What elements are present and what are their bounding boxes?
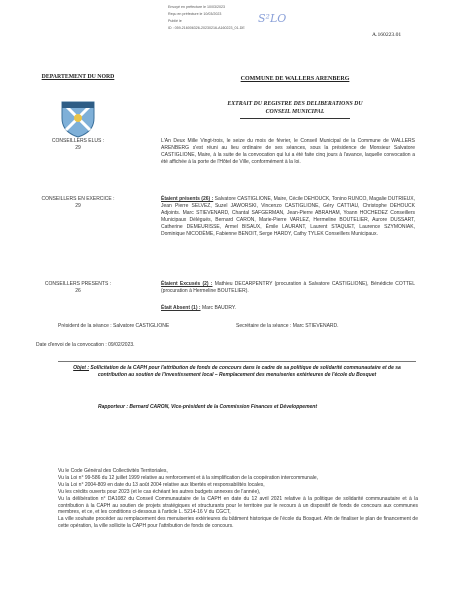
presents-list: Salvatore CASTIGLIONE, Maire, Cécile DEHOUCK, Tonino RUNCO, Magalie DUTRIEUX, Jean Pierre SELVEZ, Suzel JAWORSKI, Vincenzo CASTIGLIONE, Géry CATTIAU, Christophe DEHOUCK Adjoints. Marc STIEVENARD, Chantal SAFGERMAN, Jean-Pierre ABRAHAM, Yoann HOCHEDEZ Conseillers Municipaux Délégués, Bernard CARON, Marie-Pierre VARLEZ, Hermeline BOUTELIER, Aurore DUSSART, Catherine DEMEURISSE, Armel BISAUX, Émile LAURANT, Laurent STAQUET, Laurence SZYMONIAK, Dominique NICODÈME, Fabienne BENOIT, Serge HARDY, Cathy TYLEK Conseillers Municipaux. [161, 196, 415, 237]
vu-item: Vu les crédits ouverts pour 2023 (et le cas échéant les autres budgets annexes de l'année), [58, 488, 261, 495]
presents-paragraph [161, 196, 415, 238]
conseillers-elus-label [18, 138, 138, 152]
extrait-heading [185, 101, 405, 119]
stamp-line: Reçu en préfecture le 10/03/2023 [168, 12, 222, 16]
convocation-date-line: Date d'envoi de la convocation : 09/02/2023. [36, 342, 135, 348]
conseillers-exercice-label [18, 196, 138, 210]
vu-section [58, 468, 418, 530]
extrait-line: EXTRAIT DU REGISTRE DES DELIBERATIONS DU [227, 101, 363, 107]
stamp-line: Publié le [168, 19, 182, 23]
absent-heading: Était Absent (1) : [161, 305, 201, 311]
session-paragraph: L'An Deux Mille Vingt-trois, le seize du mois de février, le Conseil Municipal de la Commune de WALLERS ARENBERG s'est réuni au lieu ordinaire de ses séances, sous la présidence de Monsieur Salvatore CASTIGLIONE, Maire, à la suite de la convocation qui lui a été faite cinq jours à l'avance, laquelle convocation a été affichée à la porte de l'Hôtel de Ville, conformément à la loi. [161, 138, 415, 165]
excuses-heading: Étaient Excusés (2) : [161, 281, 213, 287]
president-line: Président de la séance : Salvatore CASTIGLIONE [58, 323, 170, 329]
commune-title: COMMUNE DE WALLERS ARENBERG [240, 76, 350, 82]
absent-paragraph [161, 305, 415, 312]
stamp-line: ID : 059-216006326-20230216-A160223_01-DE [168, 26, 245, 30]
vu-item: Vu la délibération n° DA1082 du Conseil Communautaire de la CAPH en date du 12 avril 2021 relative à la politique de solidarité communautaire et à la contribution à la CAPH au soutien de projets stratégiques et structurants pour le territoire par le recours à un dispositif de fonds de concours aux communes membres, et ce, et les conditions ci-dessous à l'article L. 5214-16 V du CGCT, [58, 495, 418, 516]
extrait-line: CONSEIL MUNICIPAL [265, 108, 325, 115]
prefecture-stamp [168, 4, 318, 32]
vu-item: La ville souhaite procéder au remplacement des menuiseries extérieures du bâtiment historique de l'école du Bosquet. Afin de finaliser le plan de financement de cette opération, la ville sollicite la CAPH pour l'attribution de fonds de concours. [58, 516, 418, 530]
vu-item: Vu le Code Général des Collectivités Territoriales, [58, 468, 168, 474]
label-text: CONSEILLERS ELUS : [51, 138, 105, 144]
stamp-line: Envoyé en préfecture le 10/03/2023 [168, 5, 225, 9]
deliberation-reference: A.160223.01 [372, 32, 402, 38]
label-text: CONSEILLERS PRESENTS : [44, 281, 112, 287]
label-text: CONSEILLERS EN EXERCICE : [41, 196, 115, 202]
secretaire-line: Secrétaire de la séance : Marc STIEVENARD. [236, 323, 339, 329]
vu-item: Vu la Loi n° 2004-809 en date du 13 août 2004 relative aux libertés et responsabilités locales, [58, 481, 265, 488]
objet-text: Sollicitation de la CAPH pour l'attribution de fonds de concours dans le cadre de sa politique de solidarité communautaire et de sa contribution au soutien de l'investissement local – Remplacement des menuiseries extérieures de l'école du Bosquet [90, 365, 401, 378]
conseillers-presents-label [18, 281, 138, 295]
label-count: 26 [75, 288, 81, 294]
objet-label: Objet : [73, 365, 90, 371]
department-title: DEPARTEMENT DU NORD [41, 74, 115, 80]
vu-item: Vu la Loi n° 99-586 du 12 juillet 1999 relative au renforcement et à la simplification de la coopération intercommunale, [58, 474, 319, 481]
objet-block [58, 361, 416, 379]
label-count: 29 [75, 203, 81, 209]
absent-list: Marc BAUDRY. [201, 305, 236, 311]
presents-heading: Étaient présents (26) : [161, 196, 214, 202]
heading-underline [240, 118, 350, 119]
label-count: 29 [75, 145, 81, 151]
commune-crest-icon [60, 100, 96, 138]
s2lo-logo: S²LO [258, 12, 287, 25]
excuses-list: Mathieu DECARPENTRY (procuration à Salvatore CASTIGLIONE), Bénédicte COTTEL (procuration à Hermeline BOUTELIER). [161, 281, 416, 294]
rapporteur-line: Rapporteur : Bernard CARON, Vice-président de la Commission Finances et Développement [98, 404, 318, 410]
excuses-paragraph [161, 281, 415, 295]
